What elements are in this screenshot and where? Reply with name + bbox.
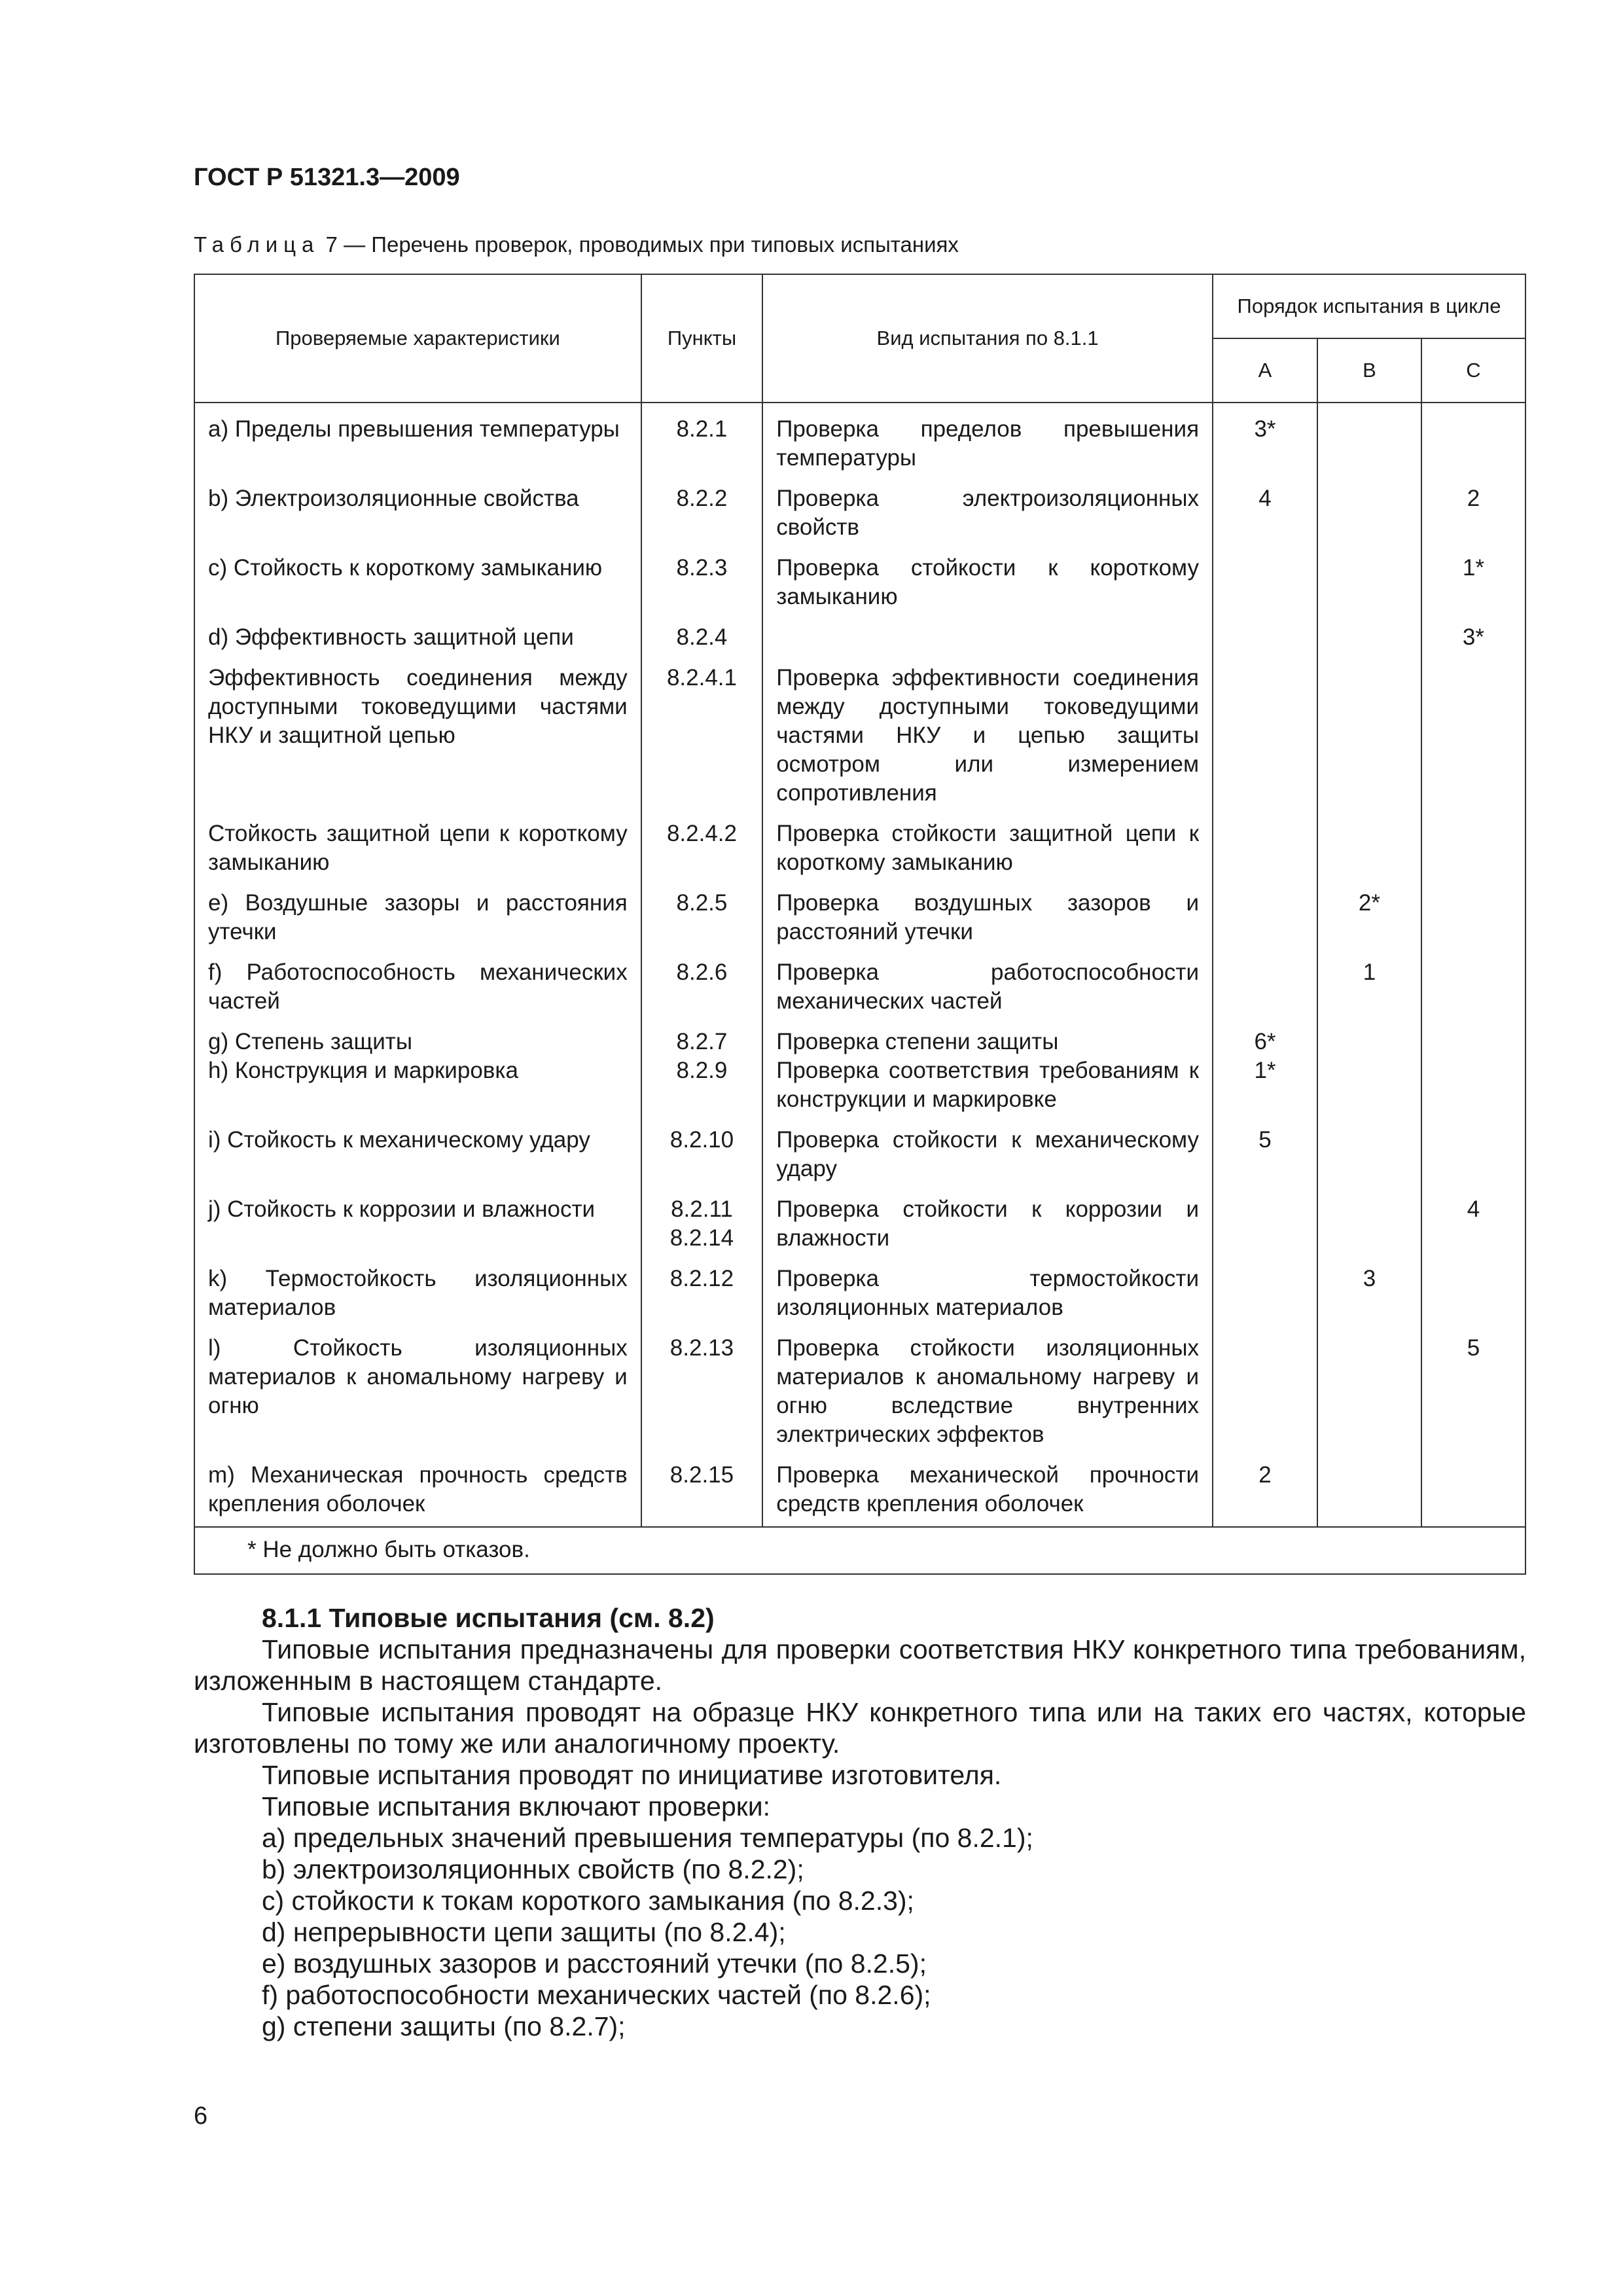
- cell-line: h) Конструкция и маркировка: [208, 1058, 518, 1083]
- cell-test: Проверка механической прочности средств крепления оболочек: [762, 1457, 1213, 1527]
- cell-cycle-b: 2*: [1317, 885, 1421, 954]
- cell-cycle-b: [1317, 1024, 1421, 1122]
- cell-clause: 8.2.12: [641, 1261, 762, 1330]
- cell-cycle-b: [1317, 1457, 1421, 1527]
- table-footnote: * Не должно быть отказов.: [194, 1527, 1525, 1574]
- cell-test: Проверка работоспособности механических частей: [762, 954, 1213, 1024]
- cell-characteristic: j) Стойкость к коррозии и влажности: [194, 1191, 641, 1261]
- table-row: [194, 550, 1525, 619]
- section-paragraph: Типовые испытания включают проверки:: [262, 1791, 771, 1821]
- list-item: e) воздушных зазоров и расстояний утечки (по 8.2.5);: [262, 1948, 927, 1979]
- cell-test: [762, 1024, 1213, 1122]
- cell-characteristic: l) Стойкость изоляционных материалов к аномальному нагреву и огню: [194, 1330, 641, 1457]
- cell-clause: 8.2.5: [641, 885, 762, 954]
- cell-cycle-a: [1213, 954, 1317, 1024]
- cell-line: Проверка степени защиты: [776, 1029, 1059, 1054]
- cell-characteristic: m) Механическая прочность средств крепления оболочек: [194, 1457, 641, 1527]
- cell-cycle-a: 5: [1213, 1122, 1317, 1191]
- list-item: b) электроизоляционных свойств (по 8.2.2);: [262, 1854, 804, 1884]
- cell-test: Проверка стойкости к механическому удару: [762, 1122, 1213, 1191]
- cell-cycle-a: [1213, 1024, 1317, 1122]
- cell-cycle-c: [1421, 816, 1525, 885]
- cell-cycle-c: [1421, 1261, 1525, 1330]
- section-heading: 8.1.1 Типовые испытания (см. 8.2): [262, 1603, 715, 1633]
- cell-cycle-a: [1213, 619, 1317, 660]
- cell-cycle-b: [1317, 1330, 1421, 1457]
- table-row: [194, 480, 1525, 550]
- cell-cycle-b: [1317, 619, 1421, 660]
- list-item: a) предельных значений превышения температуры (по 8.2.1);: [262, 1823, 1033, 1853]
- list-item: d) непрерывности цепи защиты (по 8.2.4);: [262, 1917, 786, 1947]
- table-row: [194, 1122, 1525, 1191]
- header-test-type: Вид испытания по 8.1.1: [762, 274, 1213, 403]
- cell-clause: 8.2.15: [641, 1457, 762, 1527]
- table-row: [194, 816, 1525, 885]
- cell-test: Проверка пределов превышения температуры: [762, 403, 1213, 480]
- table-row: [194, 954, 1525, 1024]
- cell-cycle-c: [1421, 1024, 1525, 1122]
- table-row: [194, 619, 1525, 660]
- cell-characteristic: i) Стойкость к механическому удару: [194, 1122, 641, 1191]
- cell-line: 6*: [1254, 1029, 1276, 1054]
- cell-cycle-b: [1317, 1191, 1421, 1261]
- table-caption-label: Таблица: [194, 232, 320, 257]
- cell-clause: 8.2.1: [641, 403, 762, 480]
- table-row: [194, 403, 1525, 480]
- cell-cycle-a: [1213, 885, 1317, 954]
- cell-cycle-a: 4: [1213, 480, 1317, 550]
- cell-test: Проверка стойкости защитной цепи к короткому замыканию: [762, 816, 1213, 885]
- document-header: ГОСТ Р 51321.3—2009: [194, 164, 460, 191]
- list-item: g) степени защиты (по 8.2.7);: [262, 2011, 626, 2041]
- cell-cycle-a: [1213, 660, 1317, 816]
- cell-test: Проверка стойкости к короткому замыканию: [762, 550, 1213, 619]
- cell-clause: 8.2.4.1: [641, 660, 762, 816]
- cell-characteristic: c) Стойкость к короткому замыканию: [194, 550, 641, 619]
- cell-cycle-b: [1317, 1122, 1421, 1191]
- cell-characteristic: Эффективность соединения между доступными токоведущими частями НКУ и защитной цепью: [194, 660, 641, 816]
- cell-cycle-b: 1: [1317, 954, 1421, 1024]
- cell-line: Проверка соответствия требованиям к конструкции и маркировке: [776, 1058, 1200, 1112]
- section-8-1-1: [194, 1602, 1526, 2042]
- section-paragraph: Типовые испытания предназначены для проверки соответствия НКУ конкретного типа требованиям, изложенным в настоящем стандарте.: [194, 1634, 1526, 1696]
- section-paragraph: Типовые испытания проводят по инициативе изготовителя.: [262, 1760, 1002, 1790]
- cell-line: 1*: [1254, 1058, 1276, 1083]
- cell-characteristic: a) Пределы превышения температуры: [194, 403, 641, 480]
- cell-cycle-a: [1213, 1191, 1317, 1261]
- header-characteristics: Проверяемые характеристики: [194, 274, 641, 403]
- cell-clause: 8.2.6: [641, 954, 762, 1024]
- table-caption-number: 7: [319, 232, 338, 257]
- tests-table: [194, 274, 1526, 1575]
- cell-cycle-a: [1213, 550, 1317, 619]
- cell-characteristic: e) Воздушные зазоры и расстояния утечки: [194, 885, 641, 954]
- cell-line: 8.2.7: [676, 1029, 728, 1054]
- cell-cycle-c: 3*: [1421, 619, 1525, 660]
- header-cycle-order: Порядок испытания в цикле: [1213, 274, 1525, 338]
- cell-clause: [641, 1024, 762, 1122]
- cell-test: Проверка электроизоляционных свойств: [762, 480, 1213, 550]
- section-paragraph: Типовые испытания проводят на образце НКУ конкретного типа или на таких его частях, которые изготовлены по тому же или аналогичному проекту.: [194, 1697, 1526, 1759]
- page-number: 6: [194, 2102, 208, 2130]
- cell-clause: [641, 1191, 762, 1261]
- list-item: c) стойкости к токам короткого замыкания (по 8.2.3);: [262, 1886, 914, 1916]
- cell-cycle-c: [1421, 1457, 1525, 1527]
- cell-cycle-b: [1317, 403, 1421, 480]
- cell-characteristic: d) Эффективность защитной цепи: [194, 619, 641, 660]
- cell-characteristic: [194, 1024, 641, 1122]
- cell-cycle-c: 5: [1421, 1330, 1525, 1457]
- cell-clause: 8.2.4: [641, 619, 762, 660]
- cell-cycle-b: [1317, 816, 1421, 885]
- cell-cycle-b: [1317, 480, 1421, 550]
- cell-characteristic: Стойкость защитной цепи к короткому замыканию: [194, 816, 641, 885]
- cell-line: 8.2.11: [671, 1196, 733, 1222]
- cell-line: g) Степень защиты: [208, 1029, 412, 1054]
- cell-cycle-b: [1317, 660, 1421, 816]
- cell-line: 8.2.9: [676, 1058, 728, 1083]
- cell-cycle-c: [1421, 403, 1525, 480]
- cell-clause: 8.2.4.2: [641, 816, 762, 885]
- cell-cycle-a: 3*: [1213, 403, 1317, 480]
- table-row: [194, 1261, 1525, 1330]
- cell-cycle-c: [1421, 885, 1525, 954]
- cell-test: Проверка термостойкости изоляционных материалов: [762, 1261, 1213, 1330]
- cell-line: 8.2.14: [669, 1225, 734, 1251]
- header-cycle-c: C: [1421, 338, 1525, 403]
- cell-clause: 8.2.13: [641, 1330, 762, 1457]
- table-row: [194, 1024, 1525, 1122]
- cell-cycle-c: [1421, 1122, 1525, 1191]
- table-row: [194, 1457, 1525, 1527]
- cell-cycle-c: [1421, 660, 1525, 816]
- cell-test: Проверка стойкости к коррозии и влажности: [762, 1191, 1213, 1261]
- cell-test: Проверка стойкости изоляционных материалов к аномальному нагреву и огню вследствие внутренних электрических эффектов: [762, 1330, 1213, 1457]
- header-cycle-a: A: [1213, 338, 1317, 403]
- cell-cycle-c: 1*: [1421, 550, 1525, 619]
- cell-cycle-c: 2: [1421, 480, 1525, 550]
- cell-clause: 8.2.10: [641, 1122, 762, 1191]
- table-caption: [194, 232, 959, 257]
- cell-cycle-a: 2: [1213, 1457, 1317, 1527]
- table-row: [194, 1330, 1525, 1457]
- cell-cycle-b: 3: [1317, 1261, 1421, 1330]
- cell-characteristic: b) Электроизоляционные свойства: [194, 480, 641, 550]
- cell-cycle-c: 4: [1421, 1191, 1525, 1261]
- cell-cycle-a: [1213, 1261, 1317, 1330]
- list-item: f) работоспособности механических частей (по 8.2.6);: [262, 1980, 931, 2010]
- cell-test: [762, 619, 1213, 660]
- header-clauses: Пункты: [641, 274, 762, 403]
- table-row: [194, 885, 1525, 954]
- table-caption-text: — Перечень проверок, проводимых при типовых испытаниях: [337, 232, 959, 257]
- table-row: [194, 660, 1525, 816]
- cell-characteristic: f) Работоспособность механических частей: [194, 954, 641, 1024]
- table-row: [194, 1191, 1525, 1261]
- cell-characteristic: k) Термостойкость изоляционных материалов: [194, 1261, 641, 1330]
- cell-cycle-a: [1213, 816, 1317, 885]
- cell-cycle-c: [1421, 954, 1525, 1024]
- header-cycle-b: B: [1317, 338, 1421, 403]
- cell-cycle-b: [1317, 550, 1421, 619]
- cell-test: Проверка воздушных зазоров и расстояний утечки: [762, 885, 1213, 954]
- cell-clause: 8.2.2: [641, 480, 762, 550]
- cell-clause: 8.2.3: [641, 550, 762, 619]
- cell-cycle-a: [1213, 1330, 1317, 1457]
- cell-test: Проверка эффективности соединения между доступными токоведущими частями НКУ и цепью защиты осмотром или измерением сопротивления: [762, 660, 1213, 816]
